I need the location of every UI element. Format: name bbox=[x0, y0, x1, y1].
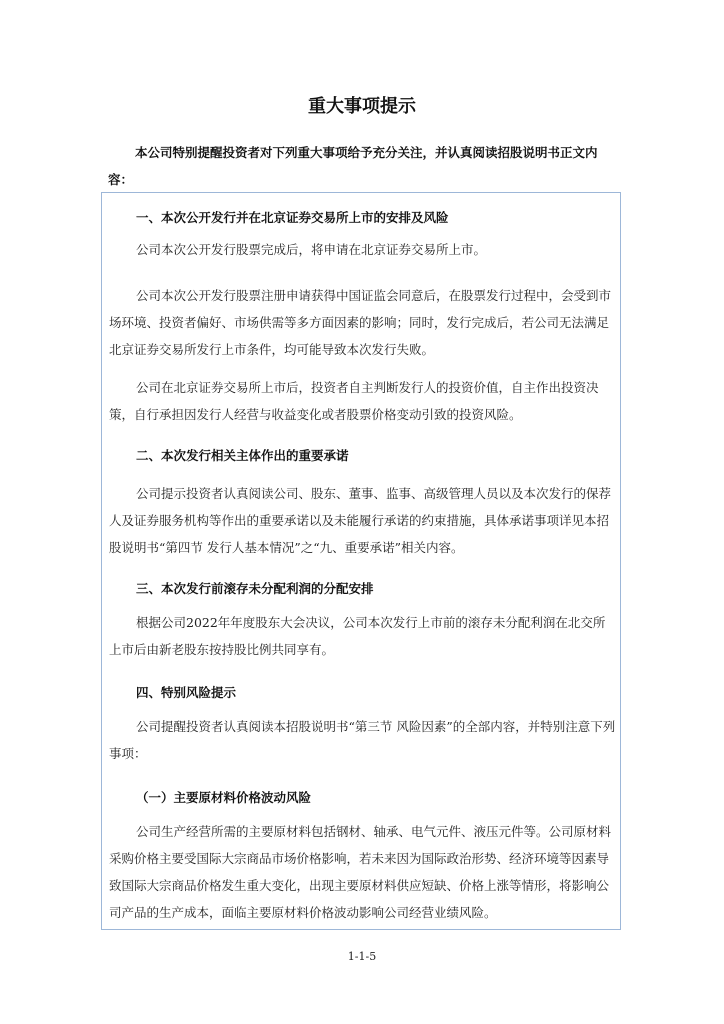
section-1-paragraph-3: 公司在北京证券交易所上市后，投资者自主判断发行人的投资价值，自主作出投资决策，自行承担因发行人经营与收益变化或者股票价格变动引致的投资风险。 bbox=[109, 380, 599, 422]
section-4-paragraph-1: 公司提醒投资者认真阅读本招股说明书“第三节 风险因素”的全部内容，并特别注意下列事项： bbox=[109, 719, 616, 761]
section-1-paragraph-1: 公司本次公开发行股票完成后，将申请在北京证券交易所上市。 bbox=[136, 242, 487, 257]
subsection-1-paragraph-1: 公司生产经营所需的主要原材料包括钢材、轴承、电气元件、液压元件等。公司原材料采购价格主要受国际大宗商品市场价格影响，若未来因为国际政治形势、经济环境等因素导致国际大宗商品价格发生重大变化，出现主要原材料供应短缺、价格上涨等情形，将影响公司产品的生产成本，面临主要原材料价格波动影响公司经营业绩风险。 bbox=[109, 824, 612, 920]
section-heading-4: 四、特别风险提示 bbox=[136, 685, 237, 700]
section-heading-3: 三、本次发行前滚存未分配利润的分配安排 bbox=[136, 581, 374, 596]
section-1-paragraph-2: 公司本次公开发行股票注册申请获得中国证监会同意后，在股票发行过程中，会受到市场环境、投资者偏好、市场供需等多方面因素的影响；同时，发行完成后，若公司无法满足北京证券交易所发行上市条件，均可能导致本次发行失败。 bbox=[109, 288, 612, 357]
section-2-paragraph-1: 公司提示投资者认真阅读公司、股东、董事、监事、高级管理人员以及本次发行的保荐人及证券服务机构等作出的重要承诺以及未能履行承诺的约束措施，具体承诺事项详见本招股说明书“第四节 发行人基本情况”之“九、重要承诺”相关内容。 bbox=[109, 486, 612, 555]
section-heading-1: 一、本次公开发行并在北京证券交易所上市的安排及风险 bbox=[136, 210, 449, 225]
section-3-paragraph-1: 根据公司2022年年度股东大会决议，公司本次发行上市前的滚存未分配利润在北交所上市后由新老股东按持股比例共同享有。 bbox=[109, 615, 606, 657]
section-heading-2: 二、本次发行相关主体作出的重要承诺 bbox=[136, 448, 349, 463]
page-title: 重大事项提示 bbox=[308, 96, 416, 117]
page-number: 1-1-5 bbox=[347, 950, 377, 963]
intro-paragraph: 本公司特别提醒投资者对下列重大事项给予充分关注，并认真阅读招股说明书正文内容： bbox=[108, 145, 598, 187]
subsection-heading-1: （一）主要原材料价格波动风险 bbox=[136, 790, 312, 805]
